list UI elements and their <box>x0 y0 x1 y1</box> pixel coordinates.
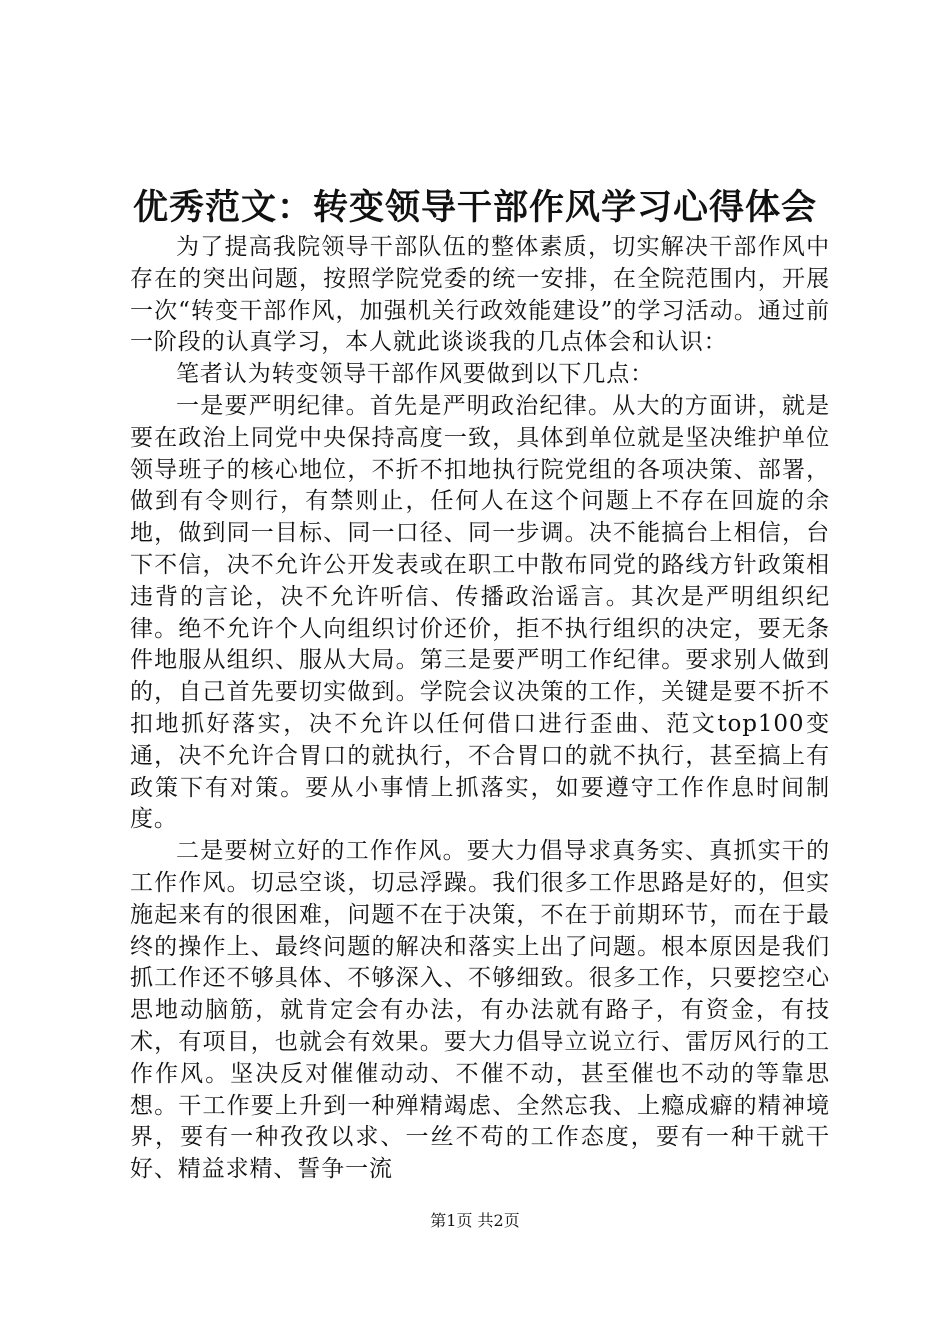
page-number: 第1页 共2页 <box>430 1211 520 1230</box>
paragraph-point-two: 二是要树立好的工作作风。要大力倡导求真务实、真抓实干的工作作风。切忌空谈，切忌浮躁。我们很多工作思路是好的，但实施起来有的很困难，问题不在于决策，不在于前期环节，而在于最终的操作上、最终问题的解决和落实上出了问题。根本原因是我们抓工作还不够具体、不够深入、不够细致。很多工作，只要挖空心思地动脑筋，就肯定会有办法，有办法就有路子，有资金，有技术，有项目，也就会有效果。要大力倡导立说立行、雷厉风行的工作作风。坚决反对催催动动、不催不动，甚至催也不动的等靠思想。干工作要上升到一种殚精竭虑、全然忘我、上瘾成癖的精神境界，要有一种孜孜以求、一丝不苟的工作态度，要有一种干就干好、精益求精、誓争一流 <box>130 838 830 1183</box>
paragraph-lead: 笔者认为转变领导干部作风要做到以下几点： <box>176 361 654 388</box>
paragraph-intro: 为了提高我院领导干部队伍的整体素质，切实解决干部作风中存在的突出问题，按照学院党委的统一安排，在全院范围内，开展一次“转变干部作风，加强机关行政效能建设”的学习活动。通过前一阶段的认真学习，本人就此谈谈我的几点体会和认识： <box>130 234 830 356</box>
paragraph-point-one: 一是要严明纪律。首先是严明政治纪律。从大的方面讲，就是要在政治上同党中央保持高度一致，具体到单位就是坚决维护单位领导班子的核心地位，不折不扣地执行院党组的各项决策、部署，做到有令则行，有禁则止，任何人在这个问题上不存在回旋的余地，做到同一目标、同一口径、同一步调。决不能搞台上相信，台下不信，决不允许公开发表或在职工中散布同党的路线方针政策相违背的言论，决不允许听信、传播政治谣言。其次是严明组织纪律。绝不允许个人向组织讨价还价，拒不执行组织的决定，要无条件地服从组织、服从大局。第三是要严明工作纪律。要求别人做到的，自己首先要切实做到。学院会议决策的工作，关键是要不折不扣地抓好落实，决不允许以任何借口进行歪曲、范文top100变通，决不允许合胃口的就执行，不合胃口的就不执行，甚至搞上有政策下有对策。要从小事情上抓落实，如要遵守工作作息时间制度。 <box>130 392 830 833</box>
document-body <box>130 232 830 1186</box>
document-title: 优秀范文：转变领导干部作风学习心得体会 <box>132 188 817 228</box>
page-footer <box>0 1209 950 1233</box>
